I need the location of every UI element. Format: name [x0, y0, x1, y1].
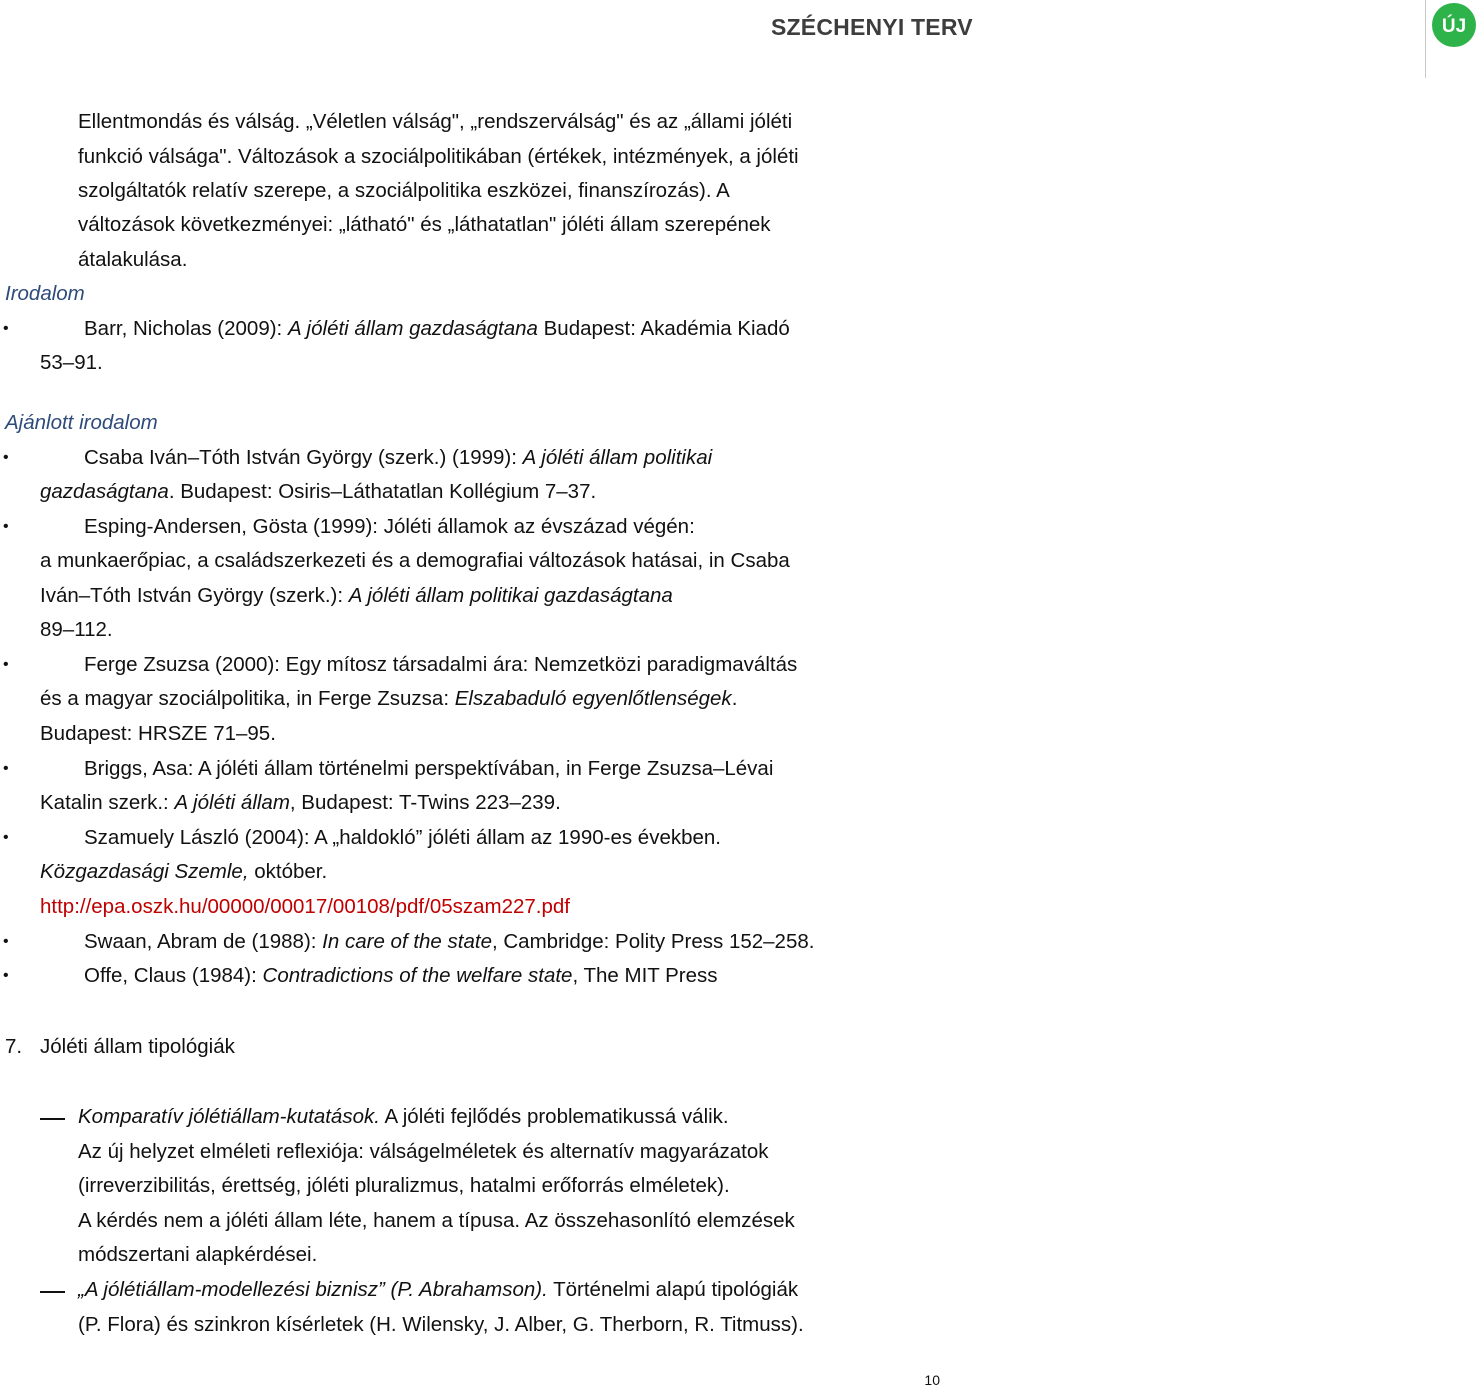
reference-swaan: Swaan, Abram de (1988): In care of the state, Cambridge: Polity Press 152–258. [84, 930, 815, 953]
section-title: Jóléti állam tipológiák [40, 1035, 235, 1058]
paragraph-line: szolgáltatók relatív szerepe, a szociálpolitika eszközei, finanszírozás). A [78, 179, 730, 202]
paragraph-line: változások következményei: „látható" és „láthatatlan" jóléti állam szerepének [78, 213, 771, 236]
bullet: • [3, 829, 9, 846]
szechenyi-terv-logo [712, 0, 1467, 78]
page-number: 10 [924, 1372, 940, 1388]
reference-barr-pages: 53–91. [40, 351, 103, 374]
reference-csaba-toth: Csaba Iván–Tóth István György (szerk.) (1999): A jóléti állam politikai [84, 446, 713, 469]
bullet: • [3, 518, 9, 535]
reference-ferge-line: és a magyar szociálpolitika, in Ferge Zsuzsa: Elszabaduló egyenlőtlenségek. [40, 687, 738, 710]
typology-item-line: (irreverzibilitás, érettség, jóléti pluralizmus, hatalmi erőforrás elméletek). [78, 1174, 730, 1197]
reference-esping-andersen: Esping-Andersen, Gösta (1999): Jóléti államok az évszázad végén: [84, 515, 695, 538]
ajanlott-irodalom-heading: Ajánlott irodalom [5, 411, 158, 434]
reference-offe: Offe, Claus (1984): Contradictions of the welfare state, The MIT Press [84, 964, 718, 987]
logo-divider [1425, 0, 1426, 78]
reference-szamuely: Szamuely László (2004): A „haldokló” jóléti állam az 1990-es években. [84, 826, 721, 849]
typology-item-line: módszertani alapkérdései. [78, 1243, 318, 1266]
typology-item-line: A kérdés nem a jóléti állam léte, hanem a típusa. Az összehasonlító elemzések [78, 1209, 795, 1232]
reference-csaba-toth-cont: gazdaságtana. Budapest: Osiris–Láthatatlan Kollégium 7–37. [40, 480, 597, 503]
reference-briggs: Briggs, Asa: A jóléti állam történelmi perspektívában, in Ferge Zsuzsa–Lévai [84, 757, 774, 780]
bullet: • [3, 967, 9, 984]
irodalom-heading: Irodalom [5, 282, 85, 305]
bullet: • [3, 933, 9, 950]
reference-barr: Barr, Nicholas (2009): A jóléti állam gazdaságtana Budapest: Akadémia Kiadó [84, 317, 790, 340]
reference-szamuely-line: Közgazdasági Szemle, október. [40, 860, 328, 883]
bullet: • [3, 760, 9, 777]
reference-szamuely-link[interactable]: http://epa.oszk.hu/00000/00017/00108/pdf/05szam227.pdf [40, 895, 570, 918]
typology-item-line: „A jólétiállam-modellezési biznisz” (P. Abrahamson). Történelmi alapú tipológiák [78, 1278, 799, 1301]
paragraph-line: átalakulása. [78, 248, 188, 271]
reference-esping-andersen-line: a munkaerőpiac, a családszerkezeti és a demografiai változások hatásai, in Csaba [40, 549, 790, 572]
paragraph-line: Ellentmondás és válság. „Véletlen válság", „rendszerválság" és az „állami jóléti [78, 110, 793, 133]
reference-briggs-line: Katalin szerk.: A jóléti állam, Budapest: T-Twins 223–239. [40, 791, 561, 814]
reference-ferge-line: Budapest: HRSZE 71–95. [40, 722, 276, 745]
typology-item-line: (P. Flora) és szinkron kísérletek (H. Wilensky, J. Alber, G. Therborn, R. Titmuss). [78, 1313, 804, 1336]
reference-esping-andersen-pages: 89–112. [40, 618, 113, 641]
section-number: 7. [5, 1035, 23, 1058]
dash-marker [40, 1118, 65, 1120]
bullet: • [3, 449, 9, 466]
bullet: • [3, 656, 9, 673]
typology-item-line: Az új helyzet elméleti reflexiója: válságelméletek és alternatív magyarázatok [78, 1140, 769, 1163]
logo-badge-text: ÚJ [1441, 16, 1467, 37]
reference-ferge: Ferge Zsuzsa (2000): Egy mítosz társadalmi ára: Nemzetközi paradigmaváltás [84, 653, 798, 676]
uj-badge-icon [1431, 2, 1477, 48]
reference-esping-andersen-line: Iván–Tóth István György (szerk.): A jóléti állam politikai gazdaságtana [40, 584, 673, 607]
dash-marker [40, 1291, 65, 1293]
bullet: • [3, 320, 9, 337]
logo-text: SZÉCHENYI TERV [771, 14, 973, 40]
paragraph-line: funkció válsága". Változások a szociálpolitikában (értékek, intézmények, a jóléti [78, 145, 799, 168]
typology-item-line: Komparatív jólétiállam-kutatások. A jóléti fejlődés problematikussá válik. [78, 1105, 729, 1128]
